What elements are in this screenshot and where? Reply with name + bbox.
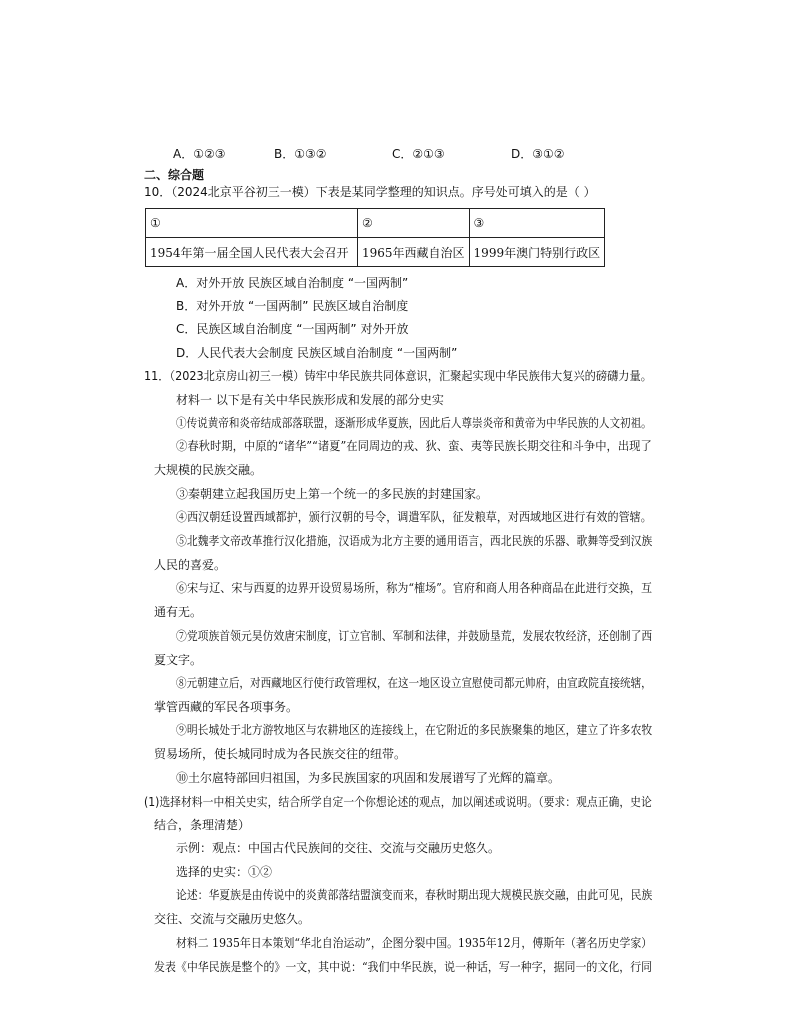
material-item: ⑧元朝建立后，对西藏地区行使行政管理权，在这一地区设立宣慰使司都元帅府，由宣政院直接统辖， [176, 676, 652, 690]
example-viewpoint: 示例：观点：中国古代民族间的交往、交流与交融历史悠久。 [176, 841, 501, 855]
material-item: ⑤北魏孝文帝改革推行汉化措施，汉语成为北方主要的通用语言，西北民族的乐器、歌舞等受到汉族 [176, 534, 653, 548]
table-cell: 1954年第一届全国人民代表大会召开 [146, 238, 358, 267]
q10-stem: 10．（2024北京平谷初三一模）下表是某同学整理的知识点。序号处可填入的是（ ） [144, 185, 596, 199]
material-one-intro: 材料一 以下是有关中华民族形成和发展的部分史实 [176, 393, 444, 407]
table-cell: 1999年澳门特别行政区 [469, 238, 605, 267]
subquestion-one-cont: 结合，条理清楚） [154, 818, 251, 832]
material-item-cont: 人民的喜爱。 [154, 558, 227, 572]
q9-option-d: D．③①② [511, 147, 565, 161]
material-item: ⑨明长城处于北方游牧地区与农耕地区的连接线上，在它附近的多民族聚集的地区，建立了许多农牧 [176, 723, 653, 737]
table-cell: ③ [469, 209, 605, 238]
q10-option-c: C．民族区域自治制度 “一国两制” 对外开放 [176, 322, 409, 336]
q9-option-c: C．②①③ [392, 147, 445, 161]
material-item-cont: 夏文字。 [154, 653, 203, 667]
knowledge-table [145, 208, 605, 267]
q10-option-d: D．人民代表大会制度 民族区域自治制度 “一国两制” [176, 346, 458, 360]
table-cell: ① [146, 209, 358, 238]
table-row [146, 238, 605, 267]
material-item: ⑦党项族首领元昊仿效唐宋制度，订立官制、军制和法律，并鼓励垦荒，发展农牧经济，还创制了西 [176, 629, 653, 643]
argument: 论述：华夏族是由传说中的炎黄部落结盟演变而来，春秋时期出现大规模民族交融，由此可见，民族 [176, 888, 653, 902]
argument-cont: 交往、交流与交融历史悠久。 [154, 912, 311, 926]
material-item: ⑩土尔扈特部回归祖国，为多民族国家的巩固和发展谱写了光辉的篇章。 [176, 771, 561, 785]
material-item: ⑥宋与辽、宋与西夏的边界开设贸易场所，称为“榷场”。官府和商人用各种商品在此进行交换，互 [176, 581, 653, 595]
material-item: ④西汉朝廷设置西域都护，颁行汉朝的号令，调遣军队，征发粮草，对西域地区进行有效的管辖。 [176, 510, 652, 524]
material-item-cont: 通有无。 [154, 605, 203, 619]
table-cell: ② [358, 209, 470, 238]
subquestion-one: (1)选择材料一中相关史实，结合所学自定一个你想论述的观点，加以阐述或说明。（要求：观点正确，史论 [144, 795, 652, 809]
material-two-cont: 发表《中华民族是整个的》一文，其中说：“我们中华民族，说一种话，写一种字，据同一的文化，行同 [154, 960, 653, 974]
material-item-cont: 掌管西藏的军民各项事务。 [154, 700, 299, 714]
q9-option-b: B．①③② [274, 147, 327, 161]
table-cell: 1965年西藏自治区 [358, 238, 470, 267]
material-item: ②春秋时期，中原的“诸华”“诸夏”在同周边的戎、狄、蛮、夷等民族长期交往和斗争中，出现了 [176, 439, 652, 453]
q10-option-a: A．对外开放 民族区域自治制度 “一国两制” [176, 276, 409, 290]
material-item: ③秦朝建立起我国历史上第一个统一的多民族的封建国家。 [176, 487, 489, 501]
material-item-cont: 贸易场所，使长城同时成为各民族交往的纽带。 [154, 747, 407, 761]
material-item: ①传说黄帝和炎帝结成部落联盟，逐渐形成华夏族，因此后人尊崇炎帝和黄帝为中华民族的人文初祖。 [176, 416, 652, 430]
material-item-cont: 大规模的民族交融。 [154, 463, 263, 477]
material-two: 材料二 1935年日本策划“华北自治运动”，企图分裂中国。1935年12月，傅斯年（著名历史学家） [176, 936, 653, 950]
table-header-row [146, 209, 605, 238]
chosen-facts: 选择的史实：①② [176, 865, 273, 879]
q10-option-b: B．对外开放 “一国两制” 民族区域自治制度 [176, 299, 409, 313]
section-title: 二、综合题 [144, 168, 205, 182]
q9-option-a: A．①②③ [173, 147, 226, 161]
q11-stem: 11．（2023北京房山初三一模）铸牢中华民族共同体意识，汇聚起实现中华民族伟大复兴的磅礴力量。 [144, 369, 652, 383]
